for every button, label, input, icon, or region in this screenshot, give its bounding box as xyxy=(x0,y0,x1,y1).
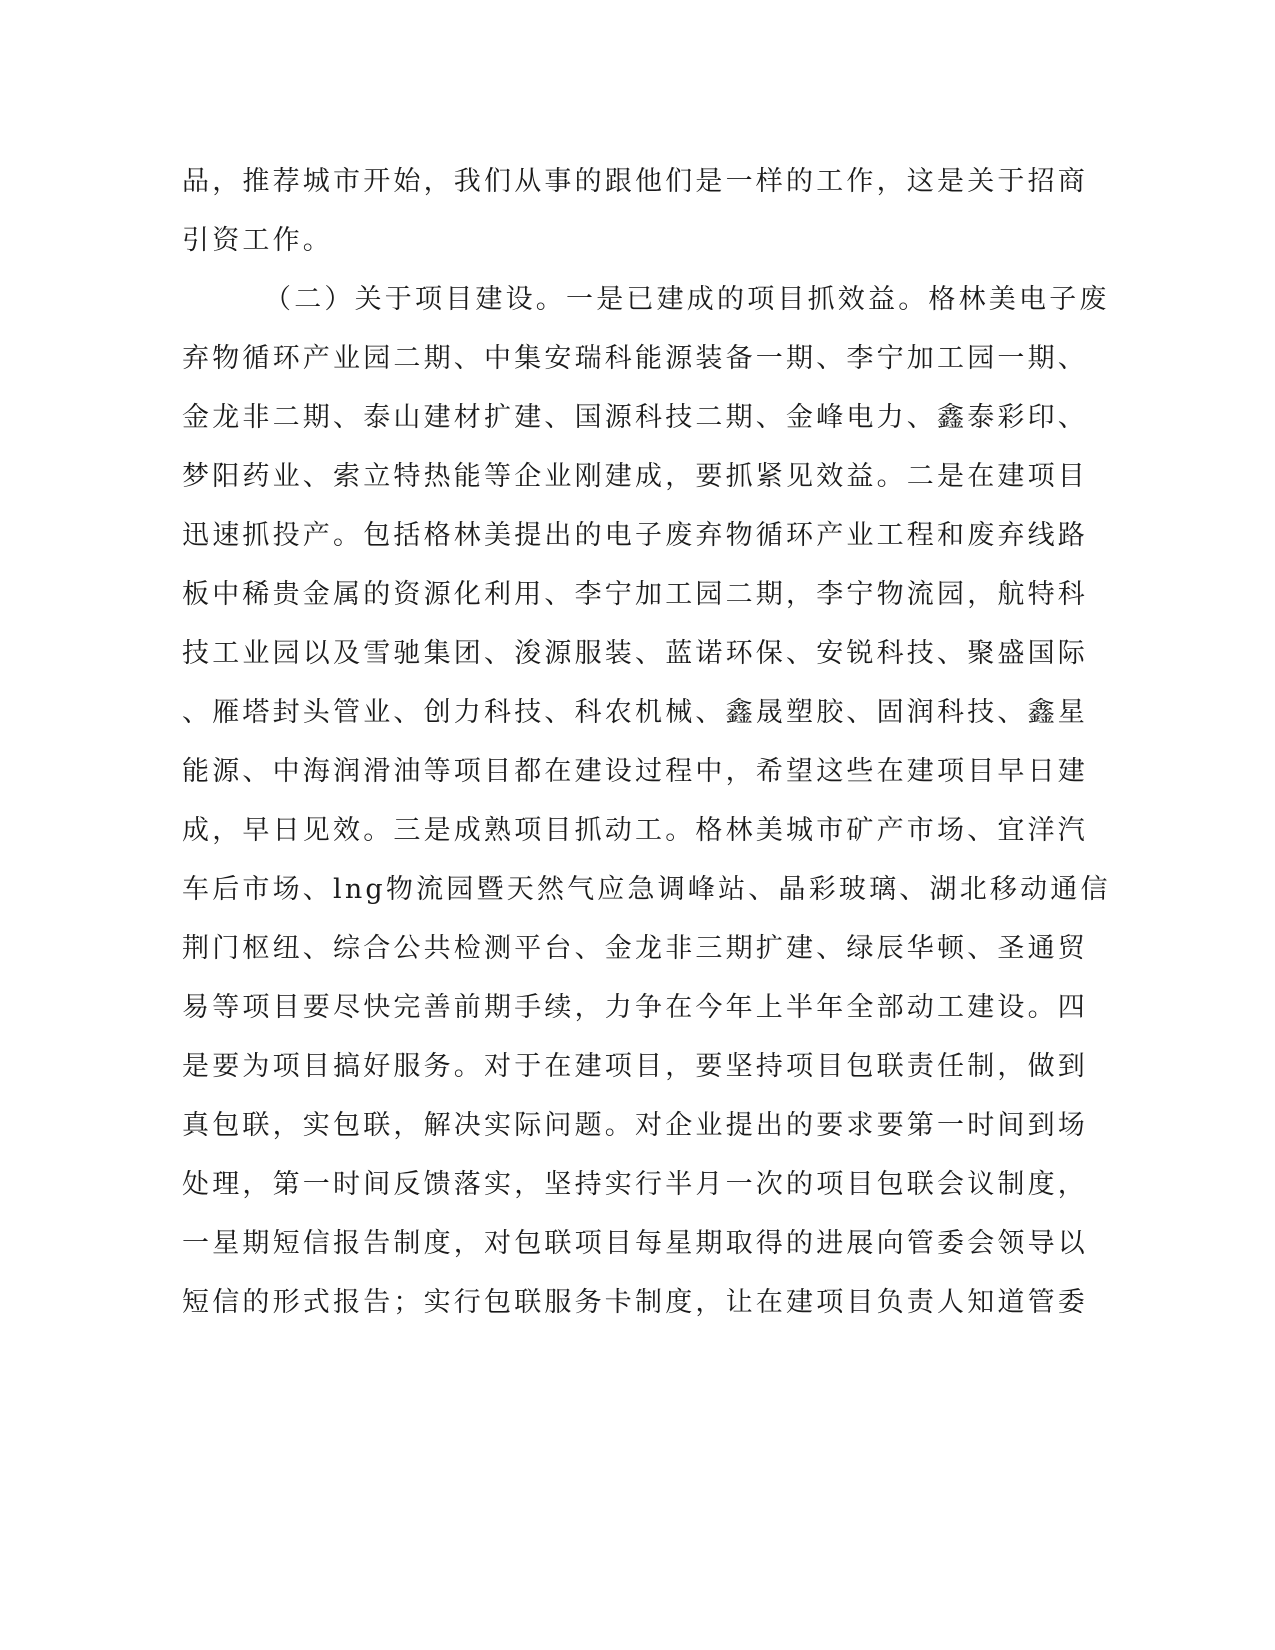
paragraph-start-line: （二）关于项目建设。一是已建成的项目抓效益。格林美电子废 xyxy=(264,284,1110,315)
text-line: 板中稀贵金属的资源化利用、李宁加工园二期，李宁物流园，航特科 xyxy=(182,579,1088,610)
text-line: 、雁塔封头管业、创力科技、科农机械、鑫晟塑胶、固润科技、鑫星 xyxy=(182,697,1088,728)
text-line: 处理，第一时间反馈落实，坚持实行半月一次的项目包联会议制度， xyxy=(182,1169,1088,1200)
text-line: 梦阳药业、索立特热能等企业刚建成，要抓紧见效益。二是在建项目 xyxy=(182,461,1088,492)
text-line: 是要为项目搞好服务。对于在建项目，要坚持项目包联责任制，做到 xyxy=(182,1051,1088,1082)
body-text xyxy=(182,157,1111,1337)
text-line: 真包联，实包联，解决实际问题。对企业提出的要求要第一时间到场 xyxy=(182,1110,1088,1141)
text-line: 引资工作。 xyxy=(182,225,333,256)
text-line: 一星期短信报告制度，对包联项目每星期取得的进展向管委会领导以 xyxy=(182,1228,1088,1259)
text-line: 荆门枢纽、综合公共检测平台、金龙非三期扩建、绿辰华顿、圣通贸 xyxy=(182,933,1088,964)
text-line: 品，推荐城市开始，我们从事的跟他们是一样的工作，这是关于招商 xyxy=(182,166,1088,197)
text-line: 易等项目要尽快完善前期手续，力争在今年上半年全部动工建设。四 xyxy=(182,992,1088,1023)
text-line: 迅速抓投产。包括格林美提出的电子废弃物循环产业工程和废弃线路 xyxy=(182,520,1088,551)
text-line: 能源、中海润滑油等项目都在建设过程中，希望这些在建项目早日建 xyxy=(182,756,1088,787)
text-line: 技工业园以及雪驰集团、浚源服装、蓝诺环保、安锐科技、聚盛国际 xyxy=(182,638,1088,669)
text-line: 成，早日见效。三是成熟项目抓动工。格林美城市矿产市场、宜洋汽 xyxy=(182,815,1088,846)
text-line: 车后市场、lng物流园暨天然气应急调峰站、晶彩玻璃、湖北移动通信 xyxy=(182,874,1111,905)
text-line: 短信的形式报告；实行包联服务卡制度，让在建项目负责人知道管委 xyxy=(182,1287,1088,1318)
text-line: 弃物循环产业园二期、中集安瑞科能源装备一期、李宁加工园一期、 xyxy=(182,343,1088,374)
text-line: 金龙非二期、泰山建材扩建、国源科技二期、金峰电力、鑫泰彩印、 xyxy=(182,402,1088,433)
